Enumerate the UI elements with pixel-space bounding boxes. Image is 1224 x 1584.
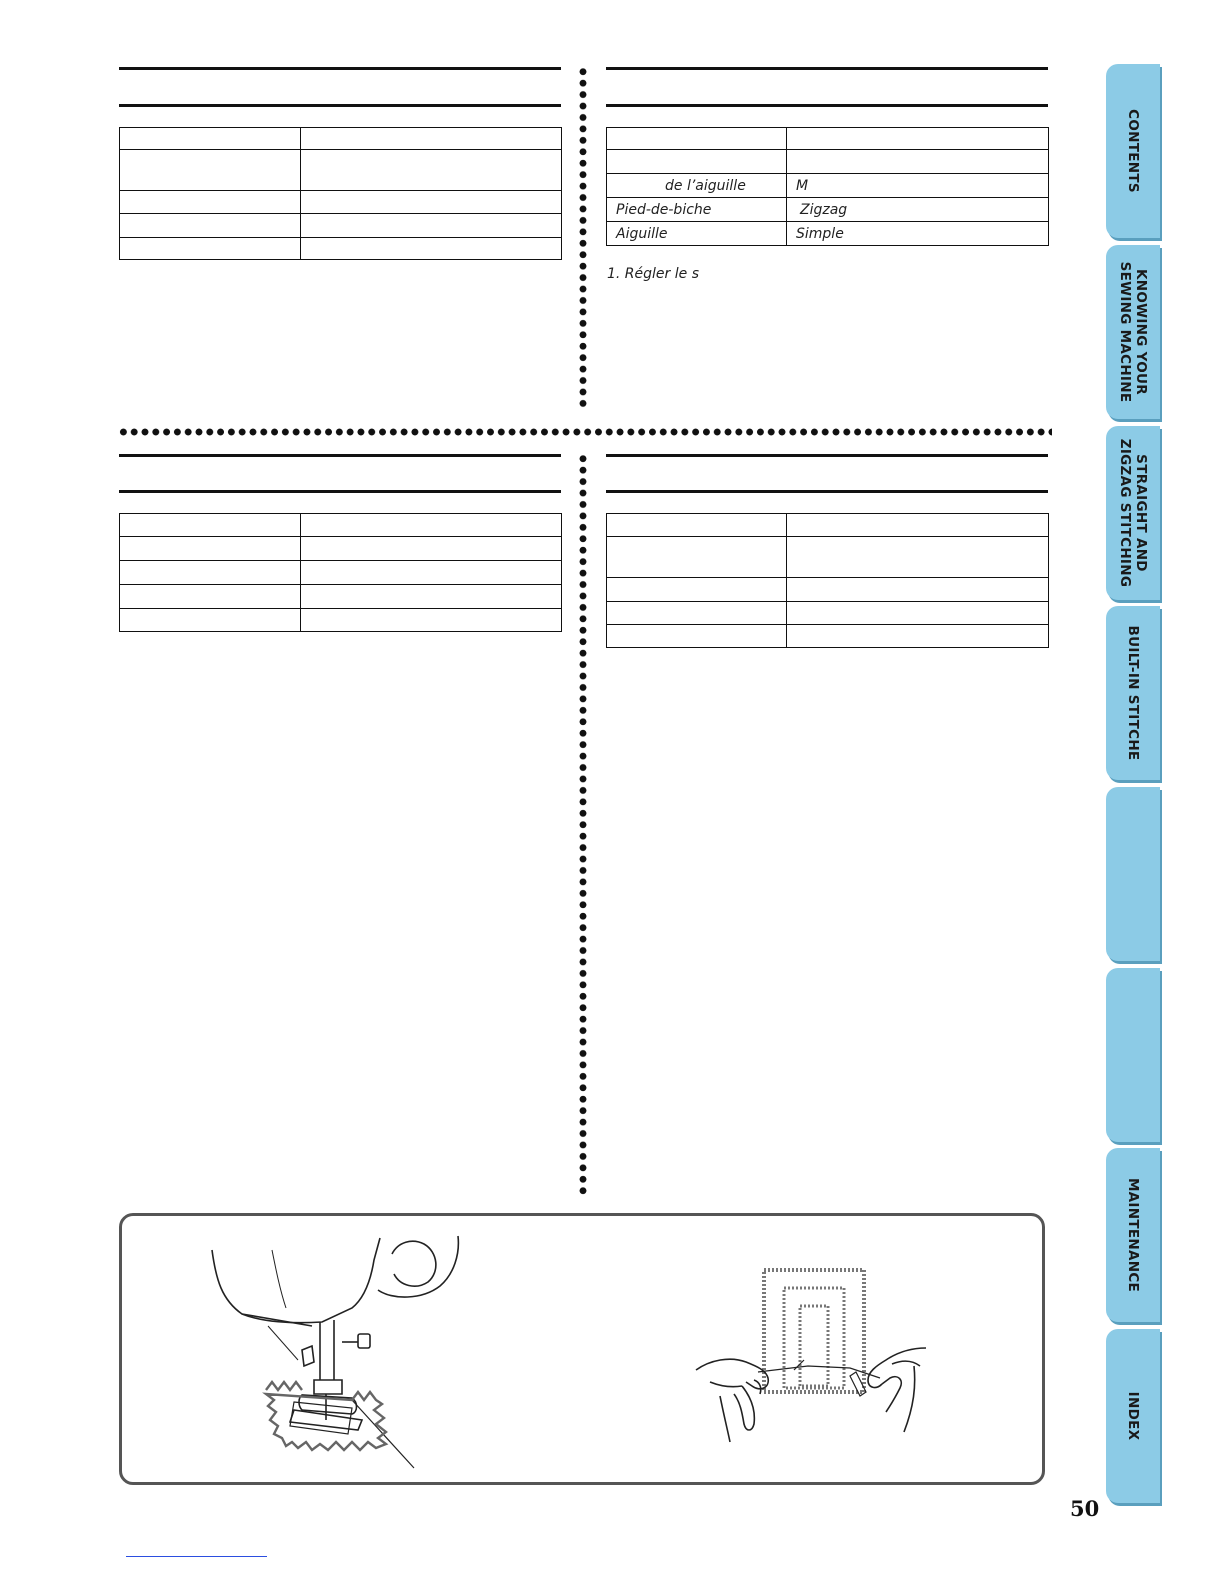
table-cell — [120, 537, 301, 561]
thread-tying-illustration — [690, 1236, 940, 1476]
table-cell — [120, 514, 301, 537]
table-cell: M — [787, 174, 1049, 198]
table-cell: Zigzag — [787, 198, 1049, 222]
table-cell — [301, 585, 562, 609]
page-number: 50 — [1070, 1496, 1100, 1521]
tab-label — [1117, 262, 1149, 403]
table-cell — [120, 191, 301, 214]
table-cell — [120, 585, 301, 609]
tab-maintenance[interactable] — [1106, 1148, 1160, 1322]
dotted-divider-horizontal — [118, 428, 1052, 436]
settings-table-top-left — [119, 127, 562, 260]
tab-label: BUILT-IN STITCHE — [1125, 625, 1141, 761]
tab-straight-and-zigzag-stitching[interactable] — [1106, 426, 1160, 600]
section-title-rule — [606, 104, 1048, 107]
step-1-text: 1. Régler le s — [607, 266, 699, 282]
table-cell — [607, 625, 787, 648]
table-cell — [120, 214, 301, 238]
tab-built-in-stitches[interactable] — [1106, 606, 1160, 780]
table-cell — [120, 561, 301, 585]
table-cell — [120, 609, 301, 632]
table-cell — [301, 561, 562, 585]
tab-label: CONTENTS — [1125, 109, 1141, 193]
table-cell — [607, 128, 787, 150]
table-cell — [120, 128, 301, 150]
table-cell — [301, 214, 562, 238]
tab-label: MAINTENANCE — [1125, 1177, 1141, 1293]
settings-table-bottom-left — [119, 513, 562, 632]
table-cell — [787, 514, 1049, 537]
section-title-rule — [119, 104, 561, 107]
table-cell — [301, 537, 562, 561]
table-cell — [607, 514, 787, 537]
link-underline[interactable] — [126, 1556, 267, 1557]
table-cell — [301, 514, 562, 537]
tab-label-line-2: SEWING MACHINE — [1117, 261, 1133, 403]
table-cell — [301, 191, 562, 214]
table-cell: Pied-de-biche — [607, 198, 787, 222]
table-cell — [607, 537, 787, 578]
table-cell: Simple — [787, 222, 1049, 246]
dotted-divider-vertical-top — [579, 66, 587, 410]
section-top-rule — [606, 67, 1048, 70]
table-cell — [607, 150, 787, 174]
section-title-rule — [606, 490, 1048, 493]
table-cell: de l’aiguille — [607, 174, 787, 198]
table-cell — [607, 602, 787, 625]
tab-blank-6[interactable] — [1106, 968, 1160, 1142]
settings-table-top-right — [606, 127, 1049, 246]
tab-label — [1117, 439, 1149, 587]
table-cell — [607, 578, 787, 602]
table-cell — [301, 238, 562, 260]
section-title-rule — [119, 490, 561, 493]
section-top-rule — [119, 454, 561, 457]
tab-index[interactable] — [1106, 1329, 1160, 1503]
table-cell — [301, 128, 562, 150]
table-cell — [787, 150, 1049, 174]
tab-label-line-1: KNOWING YOUR — [1133, 269, 1149, 395]
table-cell: Aiguille — [607, 222, 787, 246]
tab-label: INDEX — [1125, 1391, 1141, 1441]
table-cell — [120, 238, 301, 260]
tab-blank-5[interactable] — [1106, 787, 1160, 961]
tab-knowing-your-sewing-machine[interactable] — [1106, 245, 1160, 419]
table-cell — [787, 128, 1049, 150]
illustration-frame — [119, 1213, 1045, 1485]
table-cell — [787, 578, 1049, 602]
tab-label-line-2: ZIGZAG STITCHING — [1117, 438, 1133, 588]
settings-table-bottom-right — [606, 513, 1049, 648]
table-cell — [787, 625, 1049, 648]
table-cell — [787, 537, 1049, 578]
table-cell — [787, 602, 1049, 625]
table-cell — [301, 150, 562, 191]
tab-contents[interactable] — [1106, 64, 1160, 238]
section-top-rule — [119, 67, 561, 70]
section-top-rule — [606, 454, 1048, 457]
sewing-machine-illustration — [202, 1230, 522, 1470]
dotted-divider-vertical-bottom — [579, 453, 587, 1195]
table-cell — [301, 609, 562, 632]
table-cell — [120, 150, 301, 191]
tab-label-line-1: STRAIGHT AND — [1133, 454, 1149, 572]
